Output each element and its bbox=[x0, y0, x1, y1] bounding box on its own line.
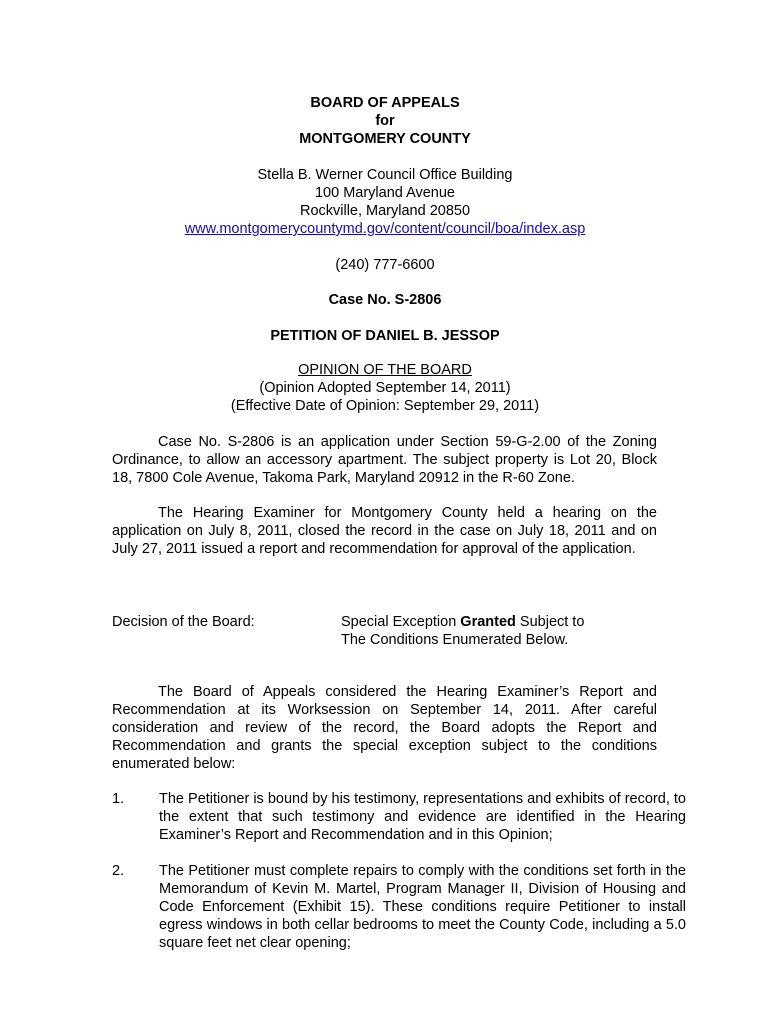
case-number: Case No. S-2806 bbox=[328, 292, 442, 308]
board-title: BOARD OF APPEALS bbox=[310, 95, 460, 111]
condition-1-number: 1. bbox=[112, 791, 125, 807]
website-link[interactable]: www.montgomerycountymd.gov/content/council/boa/index.asp bbox=[184, 221, 586, 237]
decision-status: Granted bbox=[460, 614, 516, 630]
opinion-adopted-date: (Opinion Adopted September 14, 2011) bbox=[259, 380, 511, 396]
opinion-effective-date: (Effective Date of Opinion: September 29, 2011) bbox=[230, 398, 540, 414]
petition-title: PETITION OF DANIEL B. JESSOP bbox=[270, 328, 500, 344]
county-title: MONTGOMERY COUNTY bbox=[299, 131, 471, 147]
board-title-for: for bbox=[375, 113, 395, 129]
street-address: 100 Maryland Avenue bbox=[314, 185, 455, 201]
paragraph-board-consideration: The Board of Appeals considered the Hearing Examiner’s Report and Recommendation at its Worksession on September 14, 2011. After careful consideration and review of the record, the Board adopts the Report and Recommendation and grants the special exception subject to the conditions enumerated below: bbox=[112, 684, 657, 772]
building-name: Stella B. Werner Council Office Building bbox=[257, 167, 513, 183]
condition-2-text: The Petitioner must complete repairs to comply with the conditions set forth in the Memorandum of Kevin M. Martel, Program Manager II, Division of Housing and Code Enforcement (Exhibit 15). These conditions require Petitioner to install egress windows in both cellar bedrooms to meet the County Code, including a 5.0 square feet net clear opening; bbox=[159, 863, 686, 951]
decision-label: Decision of the Board: bbox=[112, 614, 255, 630]
paragraph-application: Case No. S-2806 is an application under Section 59-G-2.00 of the Zoning Ordinance, to allow an accessory apartment. The subject property is Lot 20, Block 18, 7800 Cole Avenue, Takoma Park, Maryland 20912 in the R-60 Zone. bbox=[112, 434, 657, 486]
condition-1-text: The Petitioner is bound by his testimony, representations and exhibits of record, to the extent that such testimony and evidence are identified in the Hearing Examiner’s Report and Recommendation and in this Opinion; bbox=[159, 791, 686, 843]
paragraph-hearing: The Hearing Examiner for Montgomery County held a hearing on the application on July 8, 2011, closed the record in the case on July 18, 2011 and on July 27, 2011 issued a report and recommendation for approval of the application. bbox=[112, 505, 657, 557]
city-address: Rockville, Maryland 20850 bbox=[299, 203, 471, 219]
phone-number: (240) 777-6600 bbox=[335, 257, 435, 273]
condition-2-number: 2. bbox=[112, 863, 125, 879]
decision-value: Special Exception Granted Subject to The Conditions Enumerated Below. bbox=[341, 614, 585, 648]
opinion-title: OPINION OF THE BOARD bbox=[298, 362, 472, 378]
